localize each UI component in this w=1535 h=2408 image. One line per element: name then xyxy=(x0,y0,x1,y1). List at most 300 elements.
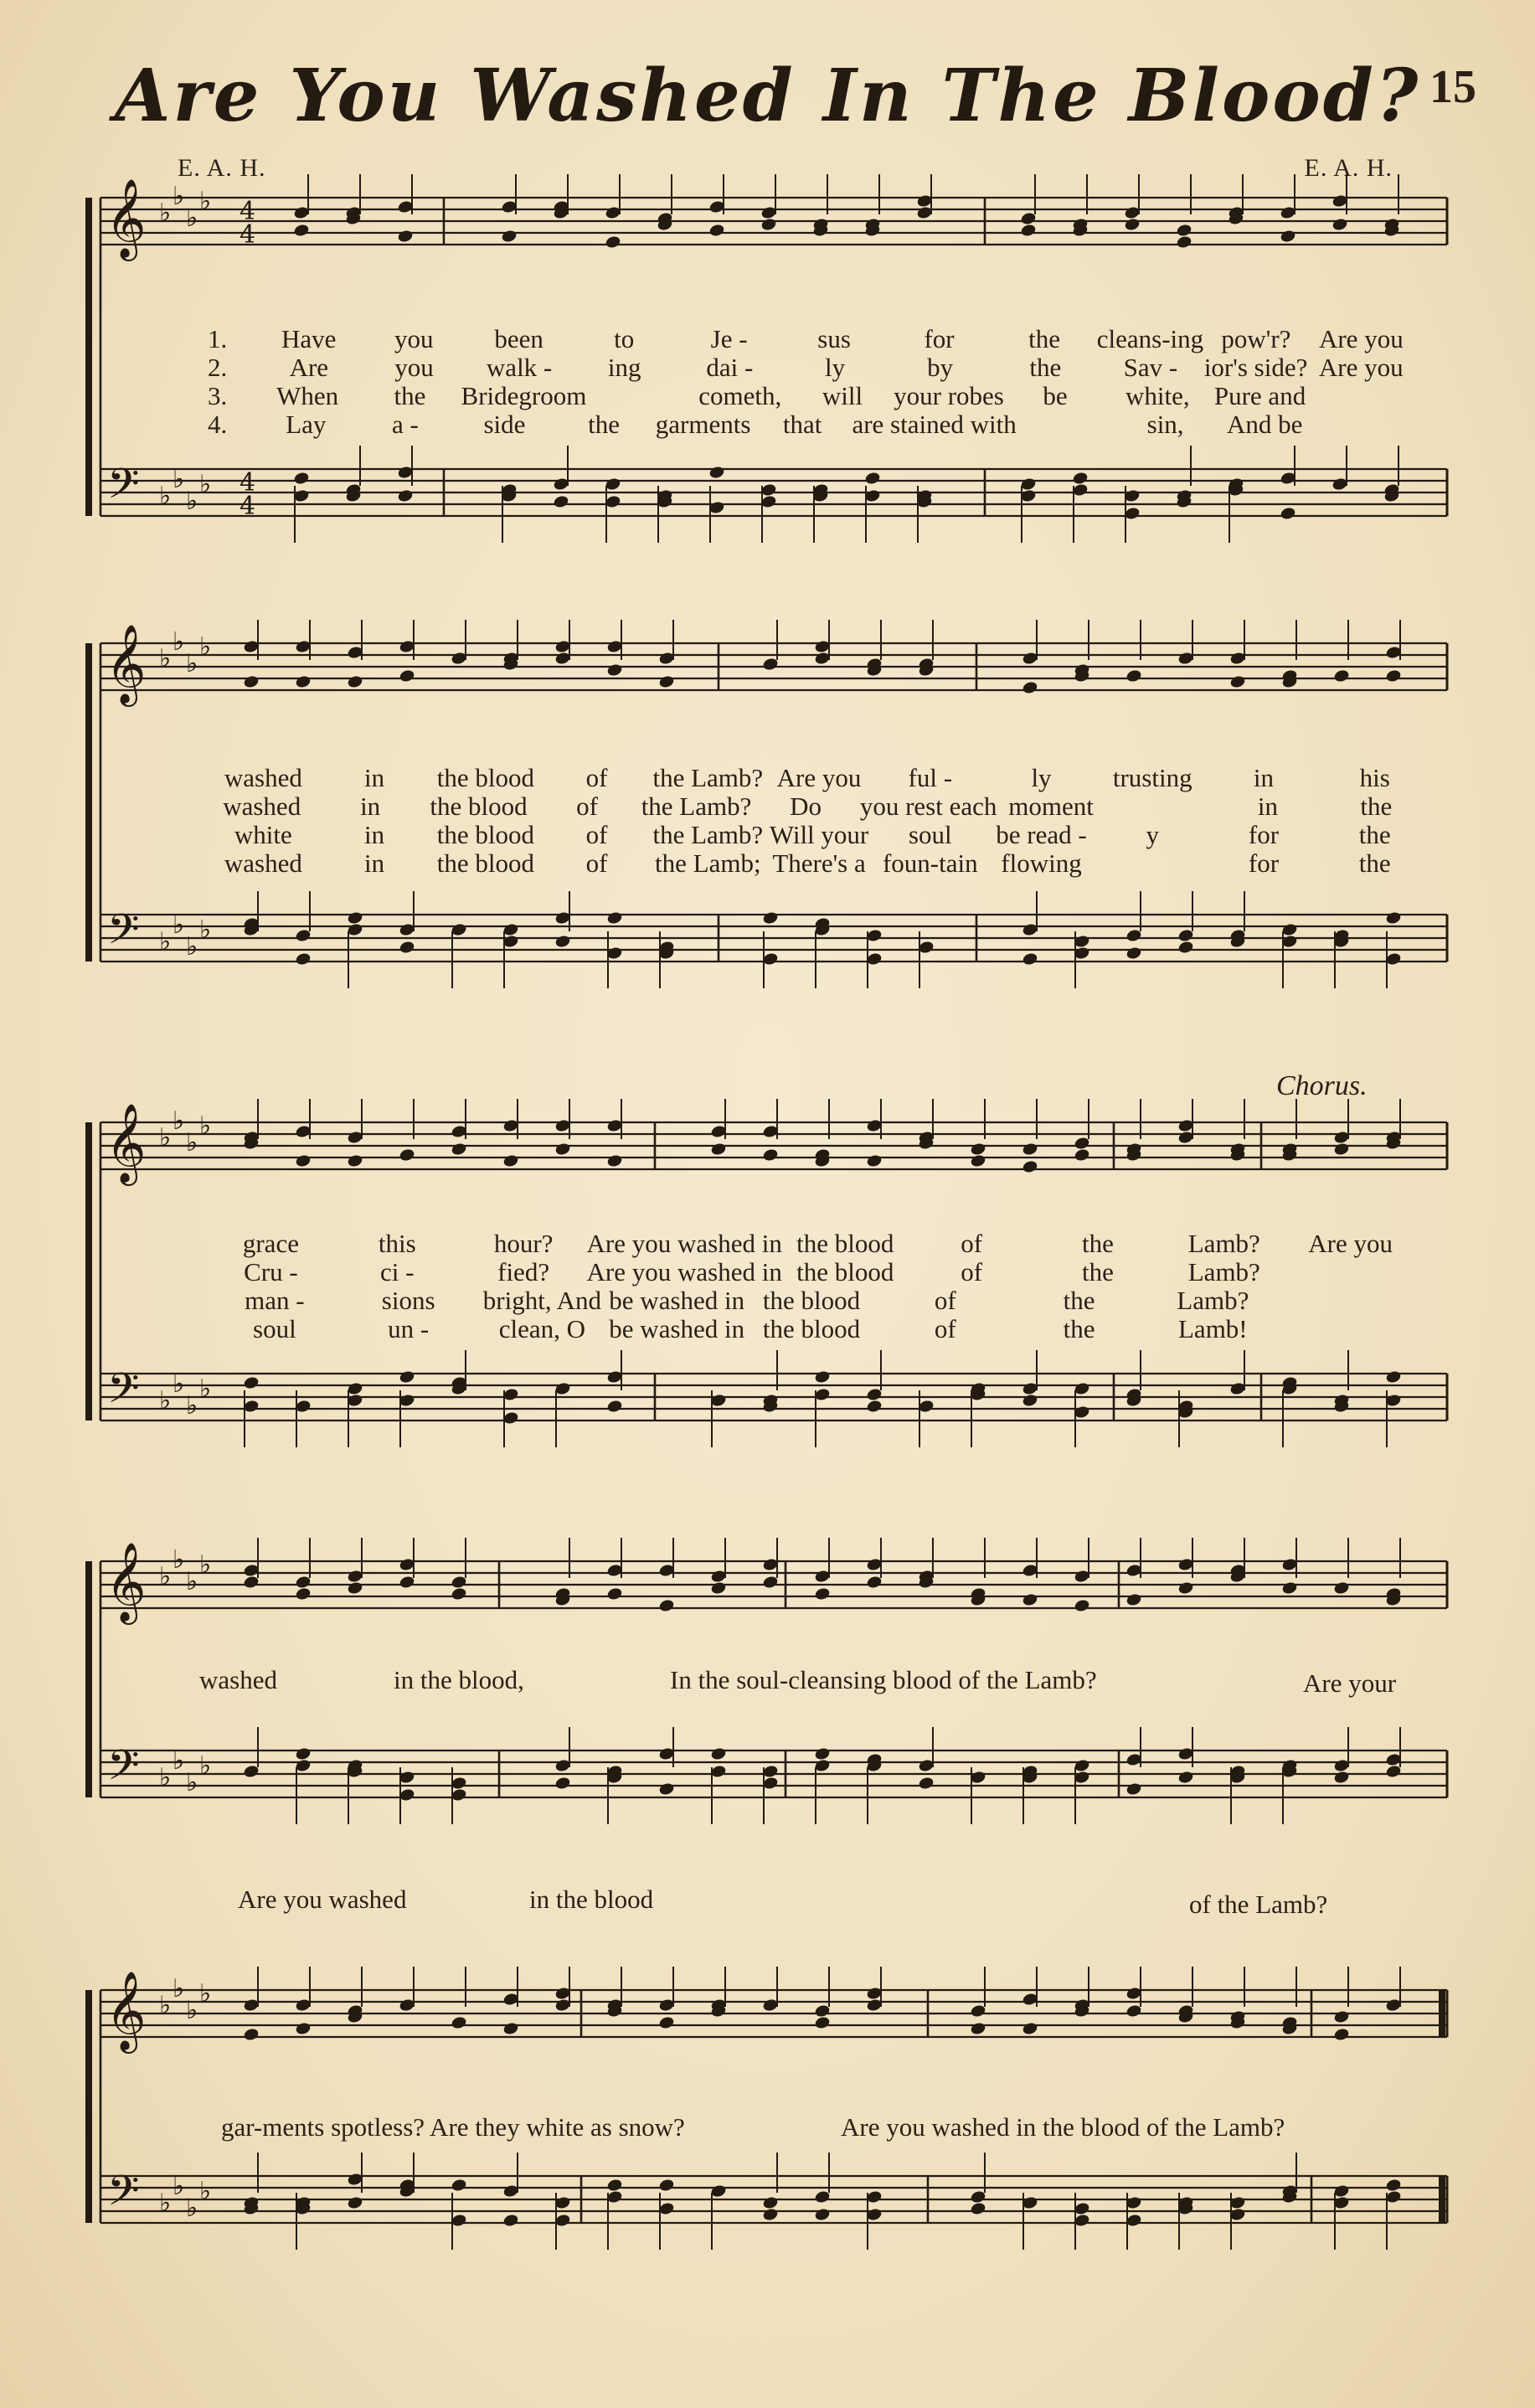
note-head xyxy=(762,2195,779,2209)
lyric-word: of xyxy=(961,1229,983,1258)
flat-sign: ♭ xyxy=(186,649,198,678)
flat-sign: ♭ xyxy=(186,1567,198,1596)
lyric-word: of xyxy=(585,848,608,878)
flat-sign: ♭ xyxy=(186,1391,198,1421)
flat-sign: ♭ xyxy=(186,204,198,233)
note-head xyxy=(1332,217,1348,231)
note-head xyxy=(1022,680,1038,694)
note-head xyxy=(1022,1142,1038,1156)
note-head xyxy=(1177,1580,1194,1595)
verse-2-line xyxy=(208,792,1430,821)
lyric-word: your robes xyxy=(894,381,1004,410)
verse-number: 4. xyxy=(208,410,228,439)
flat-sign: ♭ xyxy=(199,1550,212,1580)
lyric-word: the xyxy=(1358,848,1391,878)
music-credit: E. A. H. xyxy=(1304,154,1393,182)
note-head xyxy=(864,471,881,485)
lyric-word: the xyxy=(394,381,426,410)
verse-3-line xyxy=(208,1287,1414,1315)
lyric-word: washed xyxy=(224,848,302,878)
note-head xyxy=(1022,1159,1038,1173)
lyric-washed: washed xyxy=(199,1665,277,1694)
lyric-word: in xyxy=(360,791,381,821)
lyric-word: Do xyxy=(790,791,822,821)
lyric-word: of xyxy=(585,820,608,849)
lyric-word: Will your xyxy=(769,820,869,849)
note-head xyxy=(658,1782,675,1796)
flat-sign: ♭ xyxy=(173,1369,185,1399)
note-head xyxy=(606,2178,623,2192)
lyric-word: the xyxy=(1082,1229,1114,1258)
note-head xyxy=(918,1776,935,1790)
note-head xyxy=(1280,506,1296,520)
lyric-word: for xyxy=(1248,848,1280,878)
note-head xyxy=(762,1147,779,1162)
note-head xyxy=(1177,940,1194,954)
note-head xyxy=(866,1399,883,1413)
flat-sign: ♭ xyxy=(159,1562,172,1591)
lyric-word: Are you xyxy=(776,763,862,792)
system-3-treble-clef: 𝄞 xyxy=(106,1103,147,1183)
lyric-word xyxy=(1017,410,1116,439)
lyric-word: the blood xyxy=(430,791,528,821)
note-head xyxy=(295,1746,312,1761)
lyric-word: walk - xyxy=(486,353,553,382)
lyric-word: the Lamb? xyxy=(652,820,764,849)
lyric-word: trusting xyxy=(1112,763,1192,792)
flat-sign: ♭ xyxy=(159,1386,172,1415)
note-head xyxy=(1176,223,1192,237)
lyric-word: Cru - xyxy=(244,1257,298,1287)
note-head xyxy=(347,2195,363,2209)
lyric-word: Are you xyxy=(1308,1229,1393,1258)
verse-2-line xyxy=(208,353,1414,382)
note-head xyxy=(1385,910,1402,925)
lyric-word: clean, O xyxy=(498,1314,586,1343)
lyric-word: fied? xyxy=(497,1257,550,1287)
hymn-title: Are You Washed In The Blood? xyxy=(114,54,1421,138)
note-head xyxy=(970,1142,986,1156)
flat-sign: ♭ xyxy=(159,1763,172,1792)
note-head xyxy=(347,674,363,688)
lyric-word: soul xyxy=(253,1314,296,1343)
flat-sign: ♭ xyxy=(159,199,172,228)
lyric-word xyxy=(1311,382,1414,410)
note-head xyxy=(451,2015,467,2029)
lyric-word: side xyxy=(483,410,526,439)
flat-sign: ♭ xyxy=(173,1746,185,1776)
lyric-word: a - xyxy=(391,410,419,439)
bass-lyric-of-the-lamb: of the Lamb? xyxy=(1189,1890,1328,1919)
note-head xyxy=(1125,1782,1142,1796)
lyric-word: be read - xyxy=(996,820,1087,849)
note-head xyxy=(606,1586,623,1601)
system-2-bracket xyxy=(85,643,92,962)
note-head xyxy=(814,2207,831,2221)
note-head xyxy=(1125,1592,1142,1606)
bass-lyric-in-the-blood: in the blood xyxy=(529,1885,654,1914)
lyric-word: y xyxy=(1146,820,1159,849)
note-head xyxy=(293,223,310,237)
flat-sign: ♭ xyxy=(186,2194,198,2223)
lyric-word: ly xyxy=(1031,763,1052,792)
lyric-word: Are you xyxy=(1318,324,1404,353)
flat-sign: ♭ xyxy=(159,2189,172,2218)
lyric-word: bright, And xyxy=(482,1286,602,1315)
lyric-word xyxy=(1097,849,1208,878)
lyric-word: Bridegroom xyxy=(461,381,587,410)
note-head xyxy=(1385,1369,1402,1384)
lyric-word: ci - xyxy=(380,1257,415,1287)
note-head xyxy=(605,235,621,249)
note-head xyxy=(293,471,310,485)
note-head xyxy=(606,1399,623,1413)
note-head xyxy=(814,2015,831,2029)
lyric-word: the blood xyxy=(436,820,534,849)
lyric-word: Je - xyxy=(710,324,748,353)
chorus-label: Chorus. xyxy=(1276,1070,1368,1101)
note-head xyxy=(1333,2027,1350,2041)
system-3-lyrics xyxy=(208,1230,1414,1343)
lyric-word: Have xyxy=(281,324,337,353)
lyric-word: dai - xyxy=(706,353,754,382)
lyric-word: you rest each xyxy=(859,791,997,821)
lyric-word: washed xyxy=(223,791,301,821)
system-1-lyrics xyxy=(208,325,1414,439)
note-head xyxy=(1281,1580,1298,1595)
flat-sign: ♭ xyxy=(199,1374,212,1404)
time-signature-top: 4 xyxy=(240,468,256,498)
lyric-word: that xyxy=(782,410,822,439)
lyric-word: Are you washed in xyxy=(586,1229,782,1258)
flat-sign: ♭ xyxy=(173,627,185,657)
system-4-bass-clef: 𝄢 xyxy=(107,1741,140,1800)
system-4-bracket xyxy=(85,1561,92,1797)
flat-sign: ♭ xyxy=(199,1979,212,2008)
lyric-word: When xyxy=(276,381,339,410)
note-head xyxy=(1385,668,1402,683)
lyric-word: white xyxy=(234,820,292,849)
lyric-in-the-blood: in the blood, xyxy=(394,1665,524,1694)
note-head xyxy=(451,1142,467,1156)
note-head xyxy=(1022,1592,1038,1606)
lyric-word: the blood xyxy=(436,763,534,792)
lyric-word: the xyxy=(1028,324,1060,353)
bass-lyric-are-you-washed: Are you washed xyxy=(238,1885,407,1914)
flat-sign: ♭ xyxy=(186,932,198,962)
note-head xyxy=(762,910,779,925)
lyric-word: the blood xyxy=(762,1314,861,1343)
lyric-word: his xyxy=(1359,763,1390,792)
flat-sign: ♭ xyxy=(173,182,185,211)
verse-3-line xyxy=(208,821,1430,849)
note-head xyxy=(554,934,571,948)
final-barline xyxy=(1439,1990,1445,2037)
verse-number: 1. xyxy=(208,324,228,353)
lyric-word xyxy=(586,382,688,410)
note-head xyxy=(1229,674,1246,688)
lyric-word: the xyxy=(1063,1314,1095,1343)
lyric-word: in xyxy=(1257,791,1278,821)
lyric-word: you xyxy=(394,324,434,353)
flat-sign: ♭ xyxy=(173,2172,185,2201)
flat-sign: ♭ xyxy=(199,187,212,216)
note-head xyxy=(399,1369,415,1384)
lyric-word: ly xyxy=(824,353,846,382)
flat-sign: ♭ xyxy=(173,465,185,494)
lyric-word: Lamb? xyxy=(1187,1257,1260,1287)
note-head xyxy=(501,229,518,243)
flat-sign: ♭ xyxy=(199,915,212,945)
lyric-word xyxy=(1280,1315,1414,1343)
lyric-word: the xyxy=(1082,1257,1114,1287)
note-head xyxy=(502,2021,519,2035)
note-head xyxy=(1022,2021,1038,2035)
lyric-word xyxy=(1287,1258,1414,1287)
system-5-bracket xyxy=(85,1990,92,2223)
note-head xyxy=(1176,235,1192,249)
lyric-word: flowing xyxy=(1001,848,1082,878)
note-head xyxy=(347,1153,363,1168)
lyric-word: ing xyxy=(607,353,641,382)
lyric-word: of xyxy=(934,1286,956,1315)
lyric-word: the blood xyxy=(436,848,534,878)
flat-sign: ♭ xyxy=(159,644,172,673)
note-head xyxy=(970,2201,986,2215)
lyric-word: ior's side? xyxy=(1203,353,1308,382)
time-signature-top: 4 xyxy=(240,197,256,226)
lyric-word: be xyxy=(1043,381,1068,410)
lyric-word: cometh, xyxy=(698,381,782,410)
note-head xyxy=(295,2021,312,2035)
note-head xyxy=(970,1153,986,1168)
note-head xyxy=(295,951,312,966)
note-head xyxy=(399,940,415,954)
note-head xyxy=(399,1147,415,1162)
lyric-word: pow'r? xyxy=(1221,324,1291,353)
lyric-word: And be xyxy=(1226,410,1303,439)
note-head xyxy=(1177,1770,1194,1784)
lyric-word: Lamb? xyxy=(1177,1286,1249,1315)
note-head xyxy=(658,2015,675,2029)
note-head xyxy=(1022,951,1038,966)
lyric-word: There's a xyxy=(772,848,866,878)
system-2-bass-clef: 𝄢 xyxy=(107,905,140,964)
lyric-word: Lamb? xyxy=(1187,1229,1260,1258)
note-head xyxy=(866,1153,883,1168)
note-head xyxy=(1074,1147,1090,1162)
lyric-word: ful - xyxy=(908,763,953,792)
lyric-soul-cleansing: In the soul-cleansing blood of the Lamb? xyxy=(670,1665,1097,1694)
lyric-word: the xyxy=(1358,820,1391,849)
lyric-word: been xyxy=(494,324,543,353)
lyric-word: hour? xyxy=(493,1229,554,1258)
verse-number: 3. xyxy=(208,381,228,410)
note-head xyxy=(1333,668,1350,683)
lyric-garments-spotless: gar-ments spotless? Are they white as snow? xyxy=(221,2112,685,2142)
note-head xyxy=(1124,217,1141,231)
note-head xyxy=(1125,946,1142,960)
note-head xyxy=(814,1586,831,1601)
flat-sign: ♭ xyxy=(186,487,198,516)
lyric-word: in xyxy=(364,848,385,878)
words-credit: E. A. H. xyxy=(178,154,266,182)
note-head xyxy=(397,488,414,503)
system-1-treble-clef: 𝄞 xyxy=(106,178,147,258)
flat-sign: ♭ xyxy=(199,1751,212,1781)
lyric-word: for xyxy=(1248,820,1280,849)
time-signature-bottom: 4 xyxy=(240,220,256,250)
note-head xyxy=(1280,229,1296,243)
note-head xyxy=(606,1153,623,1168)
flat-sign: ♭ xyxy=(173,1545,185,1575)
note-head xyxy=(502,1153,519,1168)
note-head xyxy=(554,1776,571,1790)
lyric-word: foun-tain xyxy=(882,848,978,878)
note-head xyxy=(1333,1142,1350,1156)
lyric-word: in xyxy=(364,763,385,792)
lyric-word: white, xyxy=(1125,381,1190,410)
lyric-word: be washed in xyxy=(609,1314,745,1343)
note-head xyxy=(606,663,623,677)
lyric-word: the Lamb; xyxy=(655,848,761,878)
system-4-treble-clef: 𝄞 xyxy=(106,1542,147,1622)
page-number: 15 xyxy=(1429,61,1476,113)
system-5-bass-clef: 𝄢 xyxy=(107,2167,140,2225)
lyric-word: Lay xyxy=(286,410,327,439)
system-2-lyrics xyxy=(208,764,1430,878)
lyric-are-your: Are your xyxy=(1303,1668,1397,1698)
note-head xyxy=(658,1598,675,1612)
note-head xyxy=(1385,2178,1402,2192)
lyric-word: soul xyxy=(908,820,952,849)
lyric-word: washed xyxy=(224,763,302,792)
lyric-word: will xyxy=(822,381,863,410)
verse-4-line xyxy=(208,1315,1414,1343)
lyric-word: this xyxy=(378,1229,416,1258)
lyric-word: Pure and xyxy=(1213,381,1306,410)
lyric-word: the xyxy=(1063,1286,1095,1315)
lyric-word: for xyxy=(924,324,955,353)
lyric-word: of xyxy=(961,1257,983,1287)
lyric-word: the xyxy=(1360,791,1393,821)
note-head xyxy=(451,1586,467,1601)
lyric-word: cleans-ing xyxy=(1096,324,1204,353)
lyric-word: by xyxy=(927,353,954,382)
flat-sign: ♭ xyxy=(173,1106,185,1136)
note-head xyxy=(606,910,623,925)
flat-sign: ♭ xyxy=(173,1974,185,2003)
note-head xyxy=(708,223,725,237)
note-head xyxy=(710,1746,727,1761)
flat-sign: ♭ xyxy=(186,1128,198,1158)
note-head xyxy=(451,2178,467,2192)
flat-sign: ♭ xyxy=(199,1111,212,1141)
final-barline xyxy=(1439,2176,1445,2223)
note-head xyxy=(397,229,414,243)
lyric-word xyxy=(1105,792,1213,821)
note-head xyxy=(762,2207,779,2221)
note-head xyxy=(295,674,312,688)
verse-1-line xyxy=(208,764,1430,792)
note-head xyxy=(1022,1393,1038,1407)
verse-number: 2. xyxy=(208,353,228,382)
lyric-word: you xyxy=(394,353,434,382)
lyric-word: Are you xyxy=(1318,353,1404,382)
lyric-word: grace xyxy=(242,1229,299,1258)
note-head xyxy=(1333,1580,1350,1595)
lyric-word: in xyxy=(364,820,385,849)
note-head xyxy=(347,910,363,925)
system-3-bracket xyxy=(85,1122,92,1421)
lyric-word: of xyxy=(585,763,608,792)
verse-1-line xyxy=(208,1230,1414,1258)
lyric-word: in xyxy=(1253,763,1275,792)
lyric-word: moment xyxy=(1008,791,1094,821)
note-head xyxy=(710,1580,727,1595)
system-1-bass-clef: 𝄢 xyxy=(107,460,140,518)
flat-sign: ♭ xyxy=(199,470,212,499)
note-head xyxy=(658,2178,675,2192)
flat-sign: ♭ xyxy=(186,1996,198,2025)
note-head xyxy=(710,1142,727,1156)
lyric-word: the blood xyxy=(796,1229,894,1258)
lyric-word: sus xyxy=(817,324,851,353)
lyric-word: of xyxy=(576,791,598,821)
note-head xyxy=(399,668,415,683)
flat-sign: ♭ xyxy=(159,1123,172,1152)
note-head xyxy=(502,2213,519,2227)
note-head xyxy=(814,1369,831,1384)
lyric-word: the xyxy=(588,410,620,439)
verse-1-line xyxy=(208,325,1414,353)
note-head xyxy=(1020,223,1037,237)
note-head xyxy=(760,217,777,231)
verse-3-line xyxy=(208,382,1414,410)
note-head xyxy=(347,1580,363,1595)
note-head xyxy=(708,465,725,479)
lyric-word: un - xyxy=(388,1314,430,1343)
lyric-final-line: Are you washed in the blood of the Lamb? xyxy=(841,2112,1285,2142)
note-head xyxy=(970,2021,986,2035)
note-head xyxy=(243,1375,260,1390)
flat-sign: ♭ xyxy=(186,1768,198,1797)
lyric-word: sin, xyxy=(1146,410,1184,439)
lyric-word: Lamb! xyxy=(1178,1314,1248,1343)
verse-4-line xyxy=(208,849,1430,878)
note-head xyxy=(295,1153,312,1168)
flat-sign: ♭ xyxy=(159,482,172,511)
lyric-word: the blood xyxy=(796,1257,894,1287)
system-5-treble-clef: 𝄞 xyxy=(106,1971,147,2050)
note-head xyxy=(243,2027,260,2041)
lyric-word: Sav - xyxy=(1123,353,1178,382)
lyric-word: Are xyxy=(289,353,329,382)
lyric-word xyxy=(1314,410,1414,439)
lyric-word: the xyxy=(1029,353,1062,382)
flat-sign: ♭ xyxy=(199,632,212,662)
note-head xyxy=(1072,471,1089,485)
note-head xyxy=(1125,668,1142,683)
lyric-word: are stained with xyxy=(852,410,1017,439)
lyric-word: the Lamb? xyxy=(641,791,752,821)
lyric-word: be washed in xyxy=(609,1286,745,1315)
lyric-word: to xyxy=(614,324,635,353)
note-head xyxy=(814,1746,831,1761)
lyric-word: garments xyxy=(655,410,751,439)
time-signature-bottom: 4 xyxy=(240,492,256,521)
lyric-word: sions xyxy=(381,1286,435,1315)
